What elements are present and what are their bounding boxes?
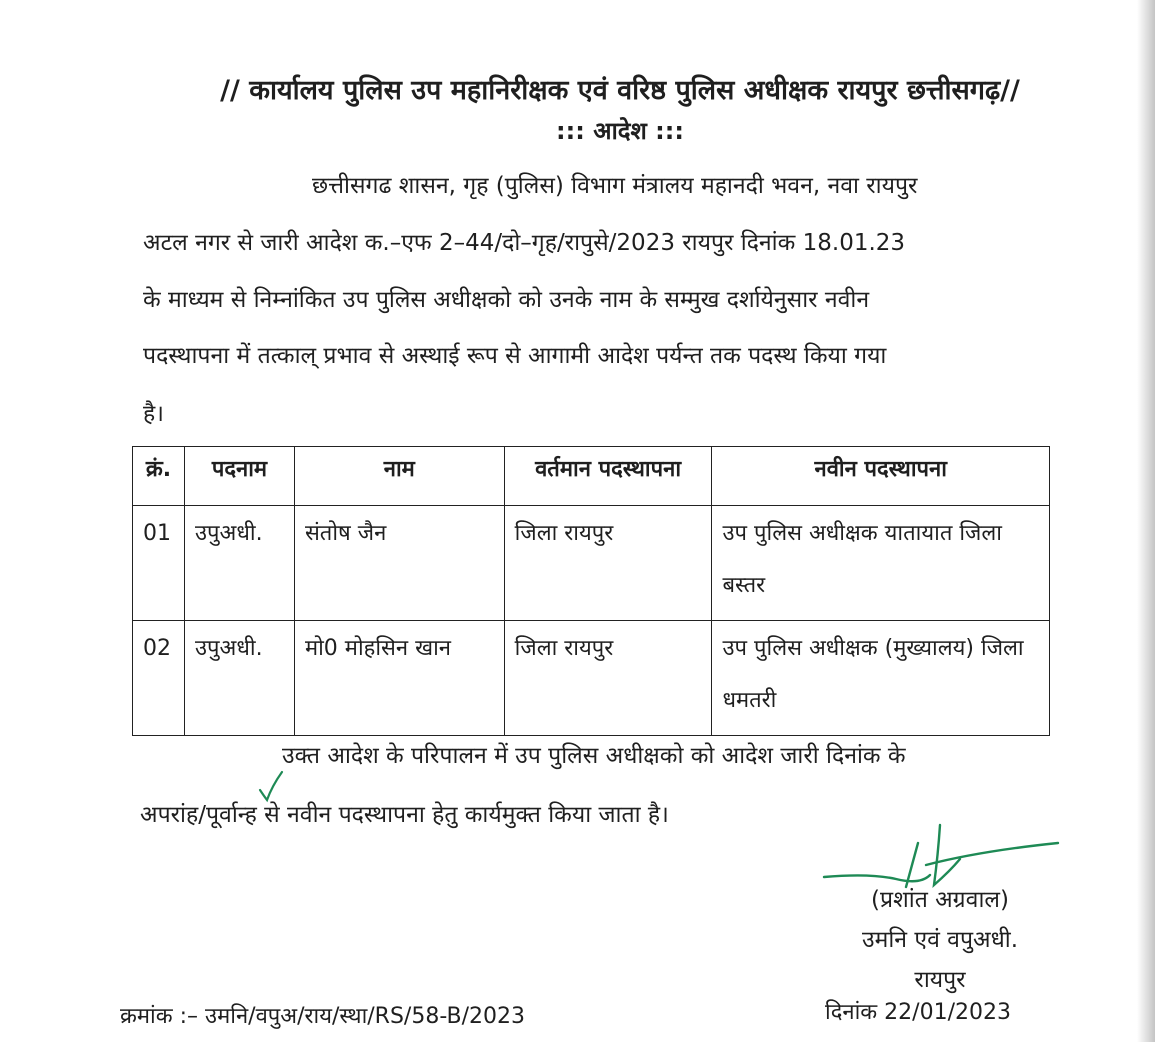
cell-name: मो0 मोहसिन खान <box>294 621 504 736</box>
signatory-place: रायपुर <box>914 967 966 993</box>
table-header-row <box>133 447 1050 506</box>
signatory-designation: उमनि एवं वपुअधी. <box>861 927 1019 953</box>
office-heading: // कार्यालय पुलिस उप महानिरीक्षक एवं वरिष्ठ पुलिस अधीक्षक रायपुर छत्तीसगढ़// <box>220 75 1020 106</box>
header-new-posting: नवीन पदस्थापना <box>712 447 1050 506</box>
header-current-posting: वर्तमान पदस्थापना <box>504 447 712 506</box>
page-edge-shadow <box>1137 0 1155 1042</box>
header-name: नाम <box>294 447 504 506</box>
header-serial: क्रं. <box>133 447 185 506</box>
intro-line-4: पदस्थापना में तत्काल् प्रभाव से अस्थाई रूप से आगामी आदेश पर्यन्त तक पदस्थ किया गया <box>143 343 887 369</box>
cell-new-posting: उप पुलिस अधीक्षक यातायात जिला बस्तर <box>712 506 1050 621</box>
cell-designation: उपुअधी. <box>184 506 294 621</box>
intro-line-5: है। <box>143 401 164 427</box>
intro-line-2: अटल नगर से जारी आदेश क.–एफ 2–44/दो–गृह/रापुसे/2023 रायपुर दिनांक 18.01.23 <box>143 230 906 256</box>
cell-serial: 02 <box>133 621 185 736</box>
cell-name: संतोष जैन <box>294 506 504 621</box>
green-tick-mark <box>258 770 288 804</box>
cell-current-posting: जिला रायपुर <box>504 506 712 621</box>
cell-new-posting: उप पुलिस अधीक्षक (मुख्यालय) जिला धमतरी <box>712 621 1050 736</box>
posting-table <box>132 446 1050 736</box>
cell-current-posting: जिला रायपुर <box>504 621 712 736</box>
intro-line-3: के माध्यम से निम्नांकित उप पुलिस अधीक्षको को उनके नाम के सम्मुख दर्शायेनुसार नवीन <box>143 287 870 313</box>
signatory-name: (प्रशांत अग्रवाल) <box>871 887 1009 913</box>
order-date: दिनांक 22/01/2023 <box>825 1000 1011 1025</box>
order-reference-number: क्रमांक :– उमनि/वपुअ/राय/स्था/RS/58-B/2023 <box>120 1004 525 1029</box>
intro-line-1: छत्तीसगढ शासन, गृह (पुलिस) विभाग मंत्रालय महानदी भवन, नवा रायपुर <box>312 173 918 199</box>
cell-serial: 01 <box>133 506 185 621</box>
cell-designation: उपुअधी. <box>184 621 294 736</box>
table-row <box>133 621 1050 736</box>
table-row <box>133 506 1050 621</box>
closing-line-2: अपरांह/पूर्वान्ह से नवीन पदस्थापना हेतु कार्यमुक्त किया जाता है। <box>140 802 669 828</box>
signatory-block <box>820 880 1060 1000</box>
header-designation: पदनाम <box>184 447 294 506</box>
closing-line-1: उक्त आदेश के परिपालन में उप पुलिस अधीक्षको को आदेश जारी दिनांक के <box>282 743 906 769</box>
order-heading: ::: आदेश ::: <box>556 117 684 145</box>
